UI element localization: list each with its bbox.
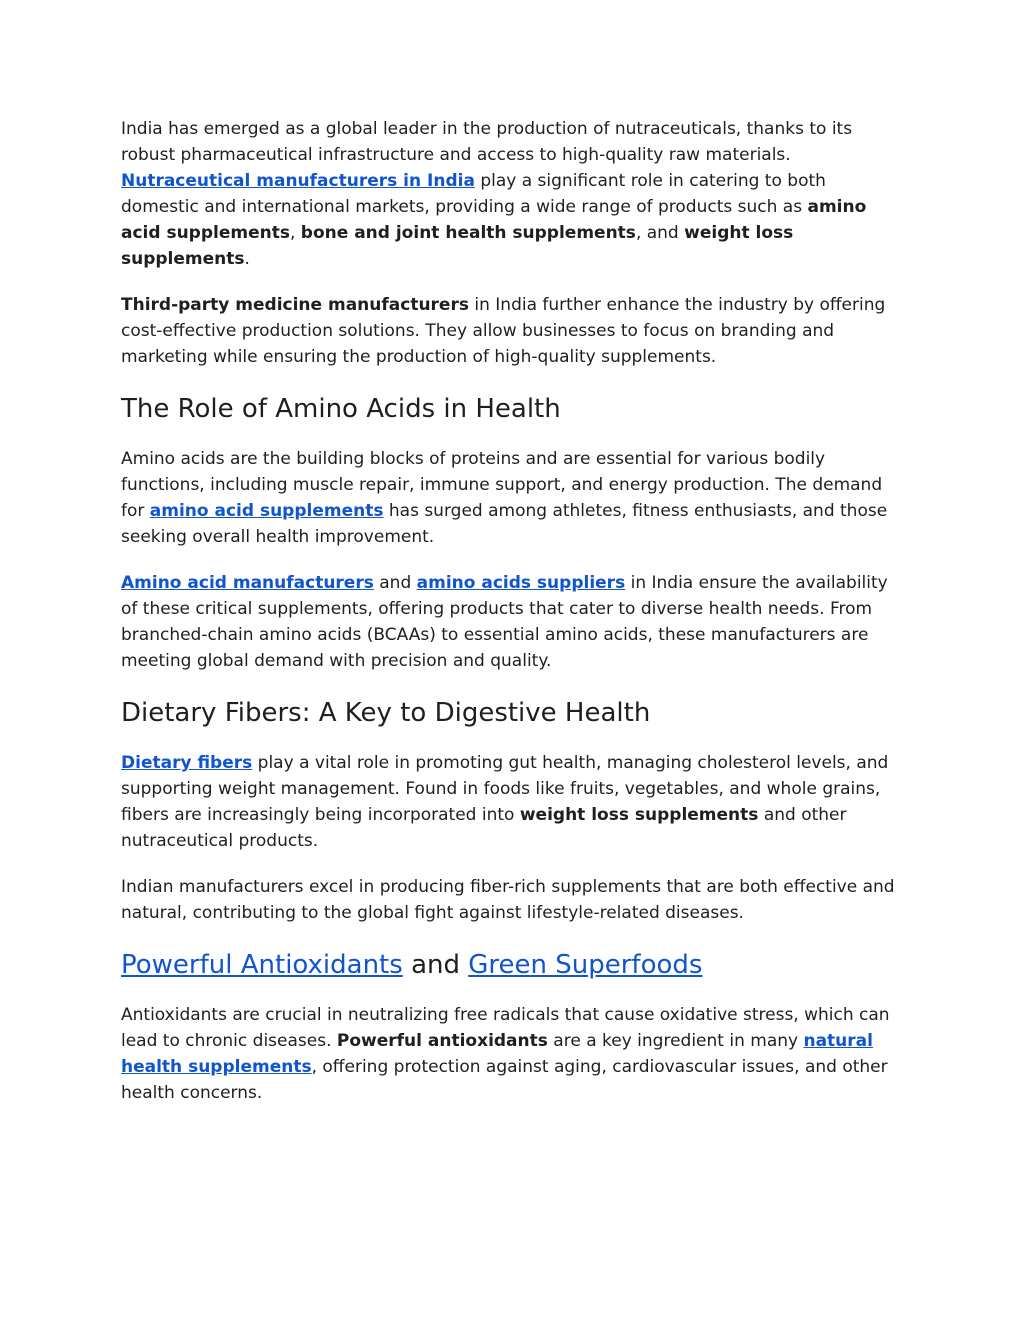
text: Amino acids are the building blocks of proteins and are essential for various bodily functions, including muscle repair, immune support, and energy production. The demand for: [121, 449, 883, 521]
heading-amino-acids: The Role of Amino Acids in Health: [121, 394, 561, 424]
third-party-paragraph: [121, 292, 901, 370]
bold-weight-loss-supplements: weight loss supplements: [121, 223, 794, 269]
bold-bone-joint-supplements: bone and joint health supplements: [300, 223, 636, 243]
text: , offering protection against aging, cardiovascular issues, and other health concerns.: [121, 1057, 888, 1103]
powerful-antioxidants-link[interactable]: Powerful Antioxidants: [121, 950, 403, 980]
bold-third-party-manufacturers: Third-party medicine manufacturers: [121, 295, 469, 315]
dietary-fibers-paragraph: [121, 750, 901, 854]
amino-manufacturers-paragraph: [121, 570, 901, 674]
text: Antioxidants are crucial in neutralizing free radicals that cause oxidative stress, which can lead to chronic diseases.: [121, 1005, 890, 1051]
heading-dietary-fibers: Dietary Fibers: A Key to Digestive Health: [121, 698, 651, 728]
text: .: [244, 249, 250, 269]
text: in India further enhance the industry by offering cost-effective production solutions. They allow businesses to focus on branding and marketing while ensuring the production of high-quality supplements.: [121, 295, 886, 367]
heading-antioxidants: [121, 948, 901, 982]
text: , and: [635, 223, 679, 243]
amino-acid-supplements-link[interactable]: amino acid supplements: [149, 501, 384, 521]
amino-acids-suppliers-link[interactable]: amino acids suppliers: [416, 573, 626, 593]
bold-weight-loss-supplements: weight loss supplements: [519, 805, 759, 825]
text: has surged among athletes, fitness enthusiasts, and those seeking overall health improvement.: [121, 501, 888, 547]
bold-amino-acid-supplements: amino acid supplements: [121, 197, 867, 243]
fiber-manufacturers-paragraph: [121, 874, 901, 926]
text: play a significant role in catering to both domestic and international markets, providing a wide range of products such as: [121, 171, 826, 217]
text: play a vital role in promoting gut health, managing cholesterol levels, and supporting weight management. Found in foods like fruits, vegetables, and whole grains, fibers are increasingly being incorporated into: [121, 753, 889, 825]
green-superfoods-link[interactable]: Green Superfoods: [468, 950, 703, 980]
text: are a key ingredient in many: [553, 1031, 799, 1051]
text: Indian manufacturers excel in producing fiber-rich supplements that are both effective and natural, contributing to the global fight against lifestyle-related diseases.: [121, 877, 895, 923]
nutraceutical-manufacturers-link[interactable]: Nutraceutical manufacturers in India: [121, 171, 475, 191]
intro-paragraph: [121, 116, 901, 272]
text: ,: [289, 223, 296, 243]
document-body: [121, 116, 901, 1126]
text: and: [379, 573, 412, 593]
amino-acid-manufacturers-link[interactable]: Amino acid manufacturers: [121, 573, 374, 593]
text: in India ensure the availability of these critical supplements, offering products that cater to diverse health needs. From branched-chain amino acids (BCAAs) to essential amino acids, these manufacturers are meeting global demand with precision and quality.: [121, 573, 888, 671]
text: India has emerged as a global leader in the production of nutraceuticals, thanks to its robust pharmaceutical infrastructure and access to high-quality raw materials.: [121, 119, 853, 165]
text: and other nutraceutical products.: [121, 805, 847, 851]
bold-powerful-antioxidants: Powerful antioxidants: [336, 1031, 548, 1051]
natural-health-supplements-link[interactable]: natural health supplements: [121, 1031, 873, 1077]
antioxidants-paragraph: [121, 1002, 901, 1106]
amino-acids-paragraph: [121, 446, 901, 550]
dietary-fibers-link[interactable]: Dietary fibers: [121, 753, 253, 773]
text: and: [411, 950, 460, 980]
